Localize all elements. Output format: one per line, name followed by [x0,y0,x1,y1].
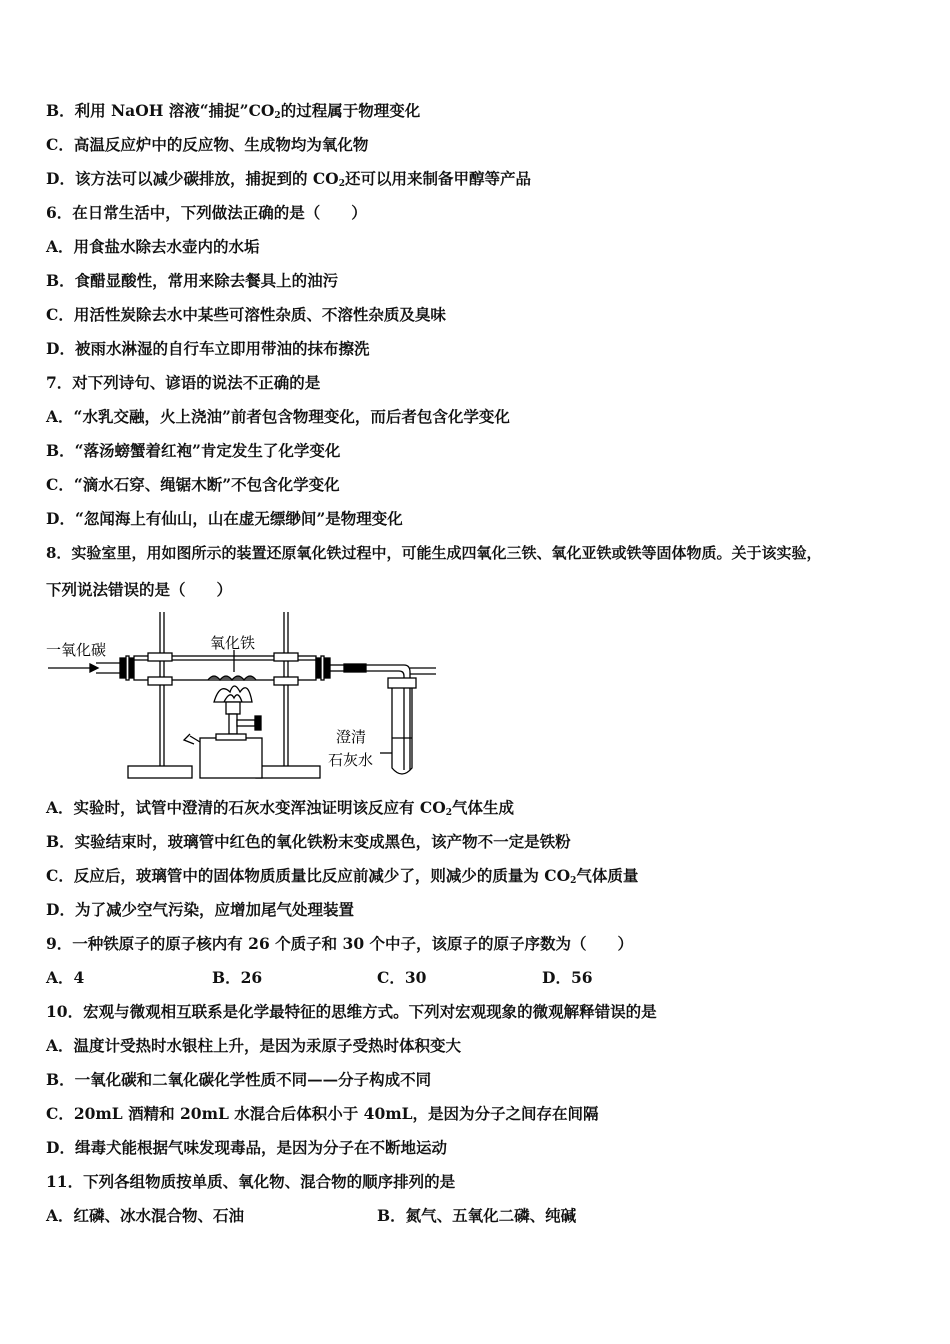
q6-option-d: D．被雨水淋湿的自行车立即用带油的抹布擦洗 [46,339,370,358]
q5-option-d [46,169,531,194]
q8-option-a [46,798,514,823]
q8-option-a-text2: 气体生成 [452,798,515,817]
q11-stem: 11．下列各组物质按单质、氧化物、混合物的顺序排列的是 [46,1172,456,1191]
q5-option-b-text2: 的过程属于物理变化 [280,101,421,120]
left-stand-base [128,766,192,778]
q6-option-a: A．用食盐水除去水壶内的水垢 [46,237,260,256]
q10-stem: 10．宏观与微观相互联系是化学最特征的思维方式。下列对宏观现象的微观解释错误的是 [46,1002,657,1021]
label-limewater-1: 澄清 [336,729,367,746]
left-clamp-top [148,653,172,661]
q6-option-b: B．食醋显酸性，常用来除去餐具上的油污 [46,271,339,290]
q5-option-b-text: B．利用 NaOH 溶液“捕捉”CO [46,101,275,120]
q8-option-c-text: C．反应后，玻璃管中的固体物质质量比反应前减少了，则减少的质量为 CO [46,866,571,885]
q8-option-b: B．实验结束时，玻璃管中红色的氧化铁粉末变成黑色，该产物不一定是铁粉 [46,832,571,851]
co-arrow-head [90,664,98,672]
q8-option-a-sub: 2 [445,808,453,818]
burner-neck [216,734,246,740]
left-clamp-bottom [148,677,172,685]
q9-stem: 9．一种铁原子的原子核内有 26 个质子和 30 个中子，该原子的原子序数为（ ） [46,934,634,953]
q8-stem-line1: 8．实验室里，用如图所示的装置还原氧化铁过程中，可能生成四氧化三铁、氧化亚铁或铁等固体物质。关于该实验， [46,544,822,562]
rubber-connector [344,664,366,672]
flame [214,686,252,702]
burner-valve [237,720,255,726]
q9-option-b: B．26 [212,968,263,987]
q7-option-a: A．“水乳交融，火上浇油”前者包含物理变化，而后者包含化学变化 [46,407,510,426]
q9-option-c: C．30 [377,968,427,987]
label-limewater-2: 石灰水 [328,752,374,769]
q7-stem: 7．对下列诗句、谚语的说法不正确的是 [46,373,321,392]
q6-option-c: C．用活性炭除去水中某些可溶性杂质、不溶性杂质及臭味 [46,305,446,324]
burner-gas-inlet [184,734,200,744]
q5-option-c: C．高温反应炉中的反应物、生成物均为氧化物 [46,135,369,154]
q8-option-c [46,866,638,891]
apparatus-figure [44,610,444,782]
q7-option-d: D．“忽闻海上有仙山，山在虚无缥缈间”是物理变化 [46,509,403,528]
q7-option-b: B．“落汤螃蟹着红袍”肯定发生了化学变化 [46,441,341,460]
q8-stem-line2: 下列说法错误的是（ ） [46,580,233,599]
right-clamp-top [274,653,298,661]
label-co: 一氧化碳 [46,642,107,659]
q8-option-d: D．为了减少空气污染，应增加尾气处理装置 [46,900,354,919]
q10-option-b: B．一氧化碳和二氧化碳化学性质不同——分子构成不同 [46,1070,432,1089]
burner-stem [229,714,237,734]
q7-option-c: C．“滴水石穿、绳锯木断”不包含化学变化 [46,475,340,494]
q5-option-b [46,101,420,126]
q10-option-a: A．温度计受热时水银柱上升，是因为汞原子受热时体积变大 [46,1036,462,1055]
right-stand-base [256,766,320,778]
right-clamp-bottom [274,677,298,685]
test-tube [392,688,412,774]
q9-option-a: A．4 [46,968,85,987]
left-stopper-band [126,656,129,680]
burner-body [200,738,262,778]
q5-option-d-text: D．该方法可以减少碳排放，捕捉到的 CO [46,169,339,188]
burner-head [226,702,240,714]
q5-option-d-sub: 2 [338,179,345,189]
right-stopper-band [321,656,324,680]
q10-option-d: D．缉毒犬能根据气味发现毒品，是因为分子在不断地运动 [46,1138,447,1157]
q8-option-a-text: A．实验时，试管中澄清的石灰水变浑浊证明该反应有 CO [46,798,446,817]
q11-option-b: B．氮气、五氧化二磷、纯碱 [377,1206,577,1225]
test-tube-stopper [388,678,416,688]
q5-option-d-text2: 还可以用来制备甲醇等产品 [344,169,531,188]
q5-option-b-sub: 2 [274,111,281,121]
label-iron-oxide: 氧化铁 [210,635,256,652]
burner-knob [255,716,261,730]
q8-option-c-text2: 气体质量 [576,866,639,885]
q8-option-c-sub: 2 [570,876,577,886]
q9-option-d: D．56 [542,968,593,987]
q6-stem: 6．在日常生活中，下列做法正确的是（ ） [46,203,367,222]
q10-option-c: C．20mL 酒精和 20mL 水混合后体积小于 40mL，是因为分子之间存在间隔 [46,1104,599,1123]
q11-option-a: A．红磷、冰水混合物、石油 [46,1206,245,1225]
